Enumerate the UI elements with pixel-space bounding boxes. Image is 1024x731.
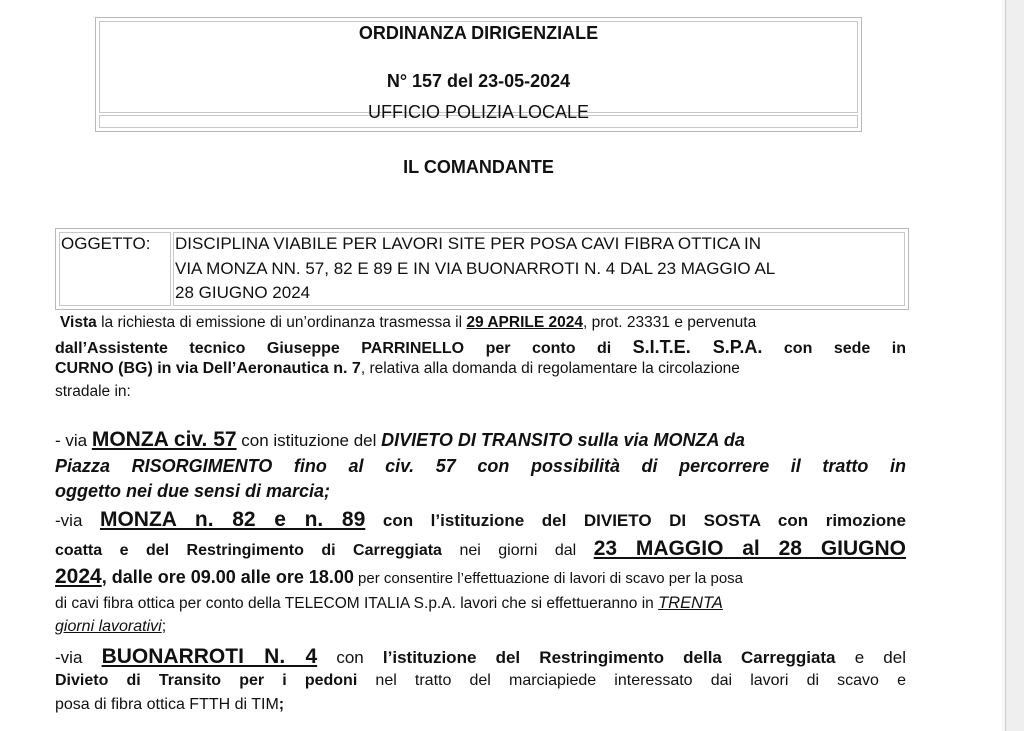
item3-pedoni: Divieto di Transito per i pedoni (55, 672, 358, 689)
oggetto-line-2: VIA MONZA NN. 57, 82 E 89 E IN VIA BUONARROTI N. 4 DAL 23 MAGGIO AL (175, 259, 776, 278)
item1-divieto: DIVIETO DI TRANSITO sulla via MONZA da (381, 430, 745, 450)
item1-street: MONZA civ. 57 (91, 428, 237, 451)
item2-hours: , dalle ore 09.00 alle ore 18.00 (101, 567, 354, 587)
document-title: ORDINANZA DIRIGENZIALE (358, 23, 599, 43)
item3-semicolon: ; (278, 696, 285, 713)
item3-line-3 (55, 696, 284, 714)
item2-prefix: -via (55, 511, 83, 530)
oggetto-label: OGGETTO: (61, 234, 151, 253)
item2-line-4 (55, 594, 723, 613)
vista-line-4: stradale in: (55, 383, 131, 400)
oggetto-line-3: 28 GIUGNO 2024 (175, 283, 311, 302)
vista-text: la richiesta di emissione di un’ordinanza trasmessa il (96, 314, 467, 331)
item1-prefix: - via (55, 431, 92, 450)
vista-sede: con sede in (783, 340, 906, 357)
item2-line-3 (55, 565, 743, 589)
vista-relativa: , relativa alla domanda di regolamentare la circolazione (360, 360, 740, 377)
item3-line-1 (55, 645, 906, 669)
item3-prefix: -via (55, 648, 83, 667)
vista-address: CURNO (BG) in via Dell’Aeronautica n. 7 (55, 360, 361, 377)
vista-line-2 (55, 337, 906, 358)
item1-line-2: Piazza RISORGIMENTO fino al civ. 57 con possibilità di percorrere il tratto in (55, 456, 906, 476)
item2-giorni-lavorativi: giorni lavorativi (55, 618, 162, 635)
item3-con: con (336, 648, 364, 667)
item2-date-range: 23 MAGGIO al 28 GIUGNO (593, 537, 907, 560)
page-edge (1005, 0, 1024, 731)
vista-company: S.I.T.E. S.P.A. (632, 337, 763, 357)
vista-line-1 (60, 314, 756, 332)
vista-line-3 (55, 360, 740, 378)
item1-line-3: oggetto nei due sensi di marcia; (55, 481, 331, 501)
item2-divieto: con l’istituzione del DIVIETO DI SOSTA con rimozione (382, 511, 906, 530)
item2-year: 2024 (55, 565, 102, 588)
vista-assistente: dall’Assistente tecnico Giuseppe PARRINELLO per conto di (55, 340, 612, 357)
item2-line-5 (55, 618, 166, 636)
item2-giorni: nei giorni dal (459, 542, 577, 559)
item2-line-2 (55, 537, 906, 561)
page-heading: IL COMANDANTE (403, 157, 554, 177)
item2-line-1 (55, 508, 906, 532)
office-name: UFFICIO POLIZIA LOCALE (367, 102, 590, 122)
vista-prot: , prot. 23331 e pervenuta (582, 314, 757, 331)
vista-date: 29 APRILE 2024 (466, 314, 583, 331)
item2-purpose: per consentire l’effettuazione di lavori di scavo per la posa (353, 570, 744, 587)
item3-line-2 (55, 672, 906, 690)
item3-restringimento: l’istituzione del Restringimento della Carreggiata (382, 648, 836, 667)
item1-text: con istituzione del (236, 431, 382, 450)
item2-restringimento: coatta e del Restringimento di Carreggiata (55, 542, 442, 559)
item1-line-1 (55, 428, 745, 452)
item3-street: BUONARROTI N. 4 (101, 645, 318, 668)
document-number: N° 157 del 23-05-2024 (386, 71, 571, 91)
item2-street: MONZA n. 82 e n. 89 (99, 508, 366, 531)
item2-semicolon: ; (161, 618, 167, 635)
vista-word: Vista (60, 314, 97, 331)
item3-edel: e del (854, 648, 906, 667)
item2-telecom: di cavi fibra ottica per conto della TELECOM ITALIA S.p.A. lavori che si effettueranno in (55, 595, 659, 612)
item3-ftth: posa di fibra ottica FTTH di TIM (55, 696, 279, 713)
item3-marciapiede: nel tratto del marciapiede interessato dai lavori di scavo e (375, 672, 906, 689)
oggetto-line-1: DISCIPLINA VIABILE PER LAVORI SITE PER POSA CAVI FIBRA OTTICA IN (175, 234, 762, 253)
item2-trenta: TRENTA (658, 594, 723, 612)
